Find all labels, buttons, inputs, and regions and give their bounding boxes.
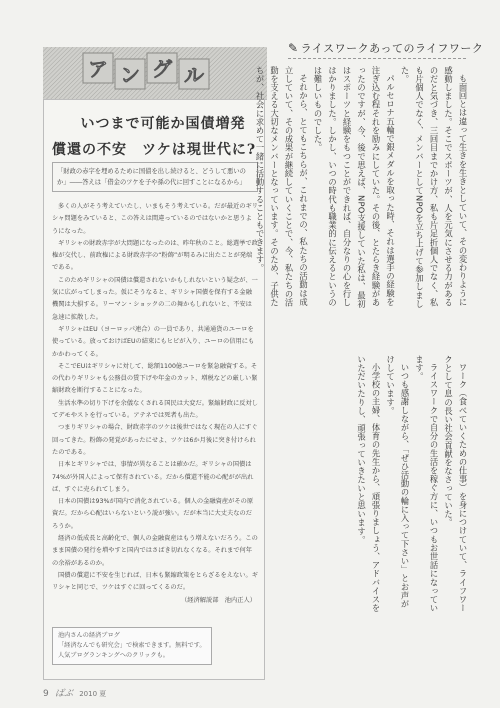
- banner-char: グ: [152, 57, 172, 81]
- article-paragraph: このためギリシャの国債は償還されないかもしれないという疑念が、一気に広がってしまった。仮にそうなると、ギリシャ国債を保有する金融機関は大損する。リーマン・ショックの二の舞かもしれないと、不安は急速に拡散した。: [52, 276, 258, 321]
- essay-paragraph: いつも感謝しながら、「ぜひ活動の輪に入って下さい」とお声がけしています。: [385, 355, 410, 609]
- article-paragraph: 経済の低成長と高齢化で、個人の金融資産はもう増えないだろう。このまま国債の発行を増やすと国内ではさばき切れなくなる。それまで何年の余裕があるのか。: [52, 535, 258, 567]
- issue-label: 2010 夏: [79, 690, 107, 698]
- article-paragraph: そこでEUはギリシャに対して、総額1100億ユーロを緊急融資する。その代わりギリシャも公務員の賃下げや年金のカット、増税などの厳しい緊縮財政を断行することになった。: [52, 362, 258, 395]
- essay-column-bottom: [270, 355, 470, 617]
- title-divider: [288, 58, 466, 59]
- essay-paragraph: も面回とは違って生きを生きとしていて、その変わりように感動しました。そこでスポーツが、人を元気にさせる力があるのだと気づき、三回目までかけ方、私も片足折個人でなく、私も片個人でなく、メンバーとしてNPOを立ち上げて参加しました。: [400, 66, 468, 309]
- essay-paragraph: それから、とてもこちらが、これまでの、私たちの活動は成立していて、その成果が継続していくことで、今、私たちの活動を支える大切なメンバーとなっています。そのため、子供たちが、社会に求めて一緒に活動することもできます。: [255, 66, 309, 307]
- banner-char: ル: [184, 63, 204, 87]
- banner-char: ア: [88, 57, 108, 81]
- article-paragraph: つまりギリシャの場合、財政赤字のツケは後世ではなく現在の人にすぐ回ってきた。粉飾の発覚があったにせよ、ツケは6か月後に突き付けられたのである。: [52, 424, 258, 456]
- essay-paragraph: ライスワークで自分の生活を稼ぐ方に、いつもお世話になっています。: [414, 355, 439, 613]
- blog-line: 人気ブログランキングへのクリックも。: [58, 652, 169, 659]
- essay-column-top: [255, 66, 470, 312]
- headline: [44, 113, 264, 159]
- essay-title-text: ライスワークあってのライフワーク: [300, 42, 484, 55]
- essay-title: [288, 40, 483, 56]
- blog-notice: [52, 627, 212, 665]
- article-paragraph: 日本とギリシャでは、事情が異なることは確かだ。ギリシャの国債は74%が外国人によって保有されている。だから償還不能の心配がが出れば、すぐに売られてしまう。: [52, 461, 254, 493]
- page-number: 9: [43, 689, 49, 699]
- author-signature: （経済解説部 池内正人）: [181, 596, 256, 604]
- angle-column: [43, 47, 265, 680]
- blog-line: 「経済なんでも研究会」で検索できます。無料です。: [58, 642, 206, 649]
- article-paragraph: 国債の償還に不安を生じれば、日本も緊縮政策をとらざるをえない。ギリシャと同じで、ツケはすぐに回ってくるのだ。: [52, 571, 258, 592]
- essay-paragraph: 小学校の主婦、体育の先生から、頑張りましょう、アドバイスをいただいたりし、頑張っていきたいと思います。: [356, 355, 381, 613]
- banner-char: ン: [120, 63, 140, 87]
- page-footer: [43, 686, 106, 699]
- article-paragraph: ギリシャはEU（ヨーロッパ連合）の一員であり、共通通貨のユーロを使っている。放っておけばEUの結束にもヒビが入り、ユーロの信用にもかかわってくる。: [52, 325, 255, 358]
- pen-mark-icon: ✎: [288, 41, 299, 55]
- angle-banner: [43, 47, 267, 117]
- headline-line-1: いつまで可能か国債増発: [80, 116, 246, 132]
- lead-quote: 「財政の赤字を埋めるために国債を出し続けると、どうして悪いのか」――答えは「借金のツケを子や孫の代に回すことになるから」: [52, 162, 258, 192]
- article-paragraph: 多くの人がそう考えていたし、いまもそう考えている。だが最近のギリシャ問題をみていると、この答えは間違っているのではないかと思うようになった。: [52, 203, 258, 235]
- article-paragraph: 生活水準の切り下げを余儀なくされる国民は大変だ。緊縮財政に反対してデモやストを行っている。アテネでは死者も出た。: [52, 399, 258, 420]
- article-body: [52, 201, 258, 607]
- blog-line: 池内さんの経済ブログ: [58, 632, 120, 639]
- headline-line-2: 償還の不安 ツケは現世代に?: [51, 142, 257, 158]
- article-paragraph: ギリシャの財政赤字が大問題になったのは、昨年秋のこと。総選挙で政権が交代し、前政権による財政赤字の“粉飾”が明るみに出たことが発端である。: [52, 239, 258, 272]
- essay-paragraph: ワーク（食べていくための仕事）を身につけていて、ライフワークとして息の長い社会貢献をなさっていた。: [443, 355, 468, 613]
- article-paragraph: 日本の国債は93%が国内で消化されている。個人の金融資産がその原資だ。だから心配はいらないという説が強い。だが本当に大丈夫なのだろうか。: [52, 498, 254, 530]
- magazine-brand: ばぶ: [54, 689, 73, 699]
- essay-paragraph: パルセロナ五輪で銀メダルを取った時、それは選手の経験を注ぎ込む程それを励みにしていた。その後、とたらき経験があったのですが、今、後で思えば、NPO支援していた私は、最初はスポーツと経験をもつことができれば、自分なりの心を行しはかりました。しかし、いつの時代も職業的に伝えるというのは難しいものでした。: [313, 66, 396, 309]
